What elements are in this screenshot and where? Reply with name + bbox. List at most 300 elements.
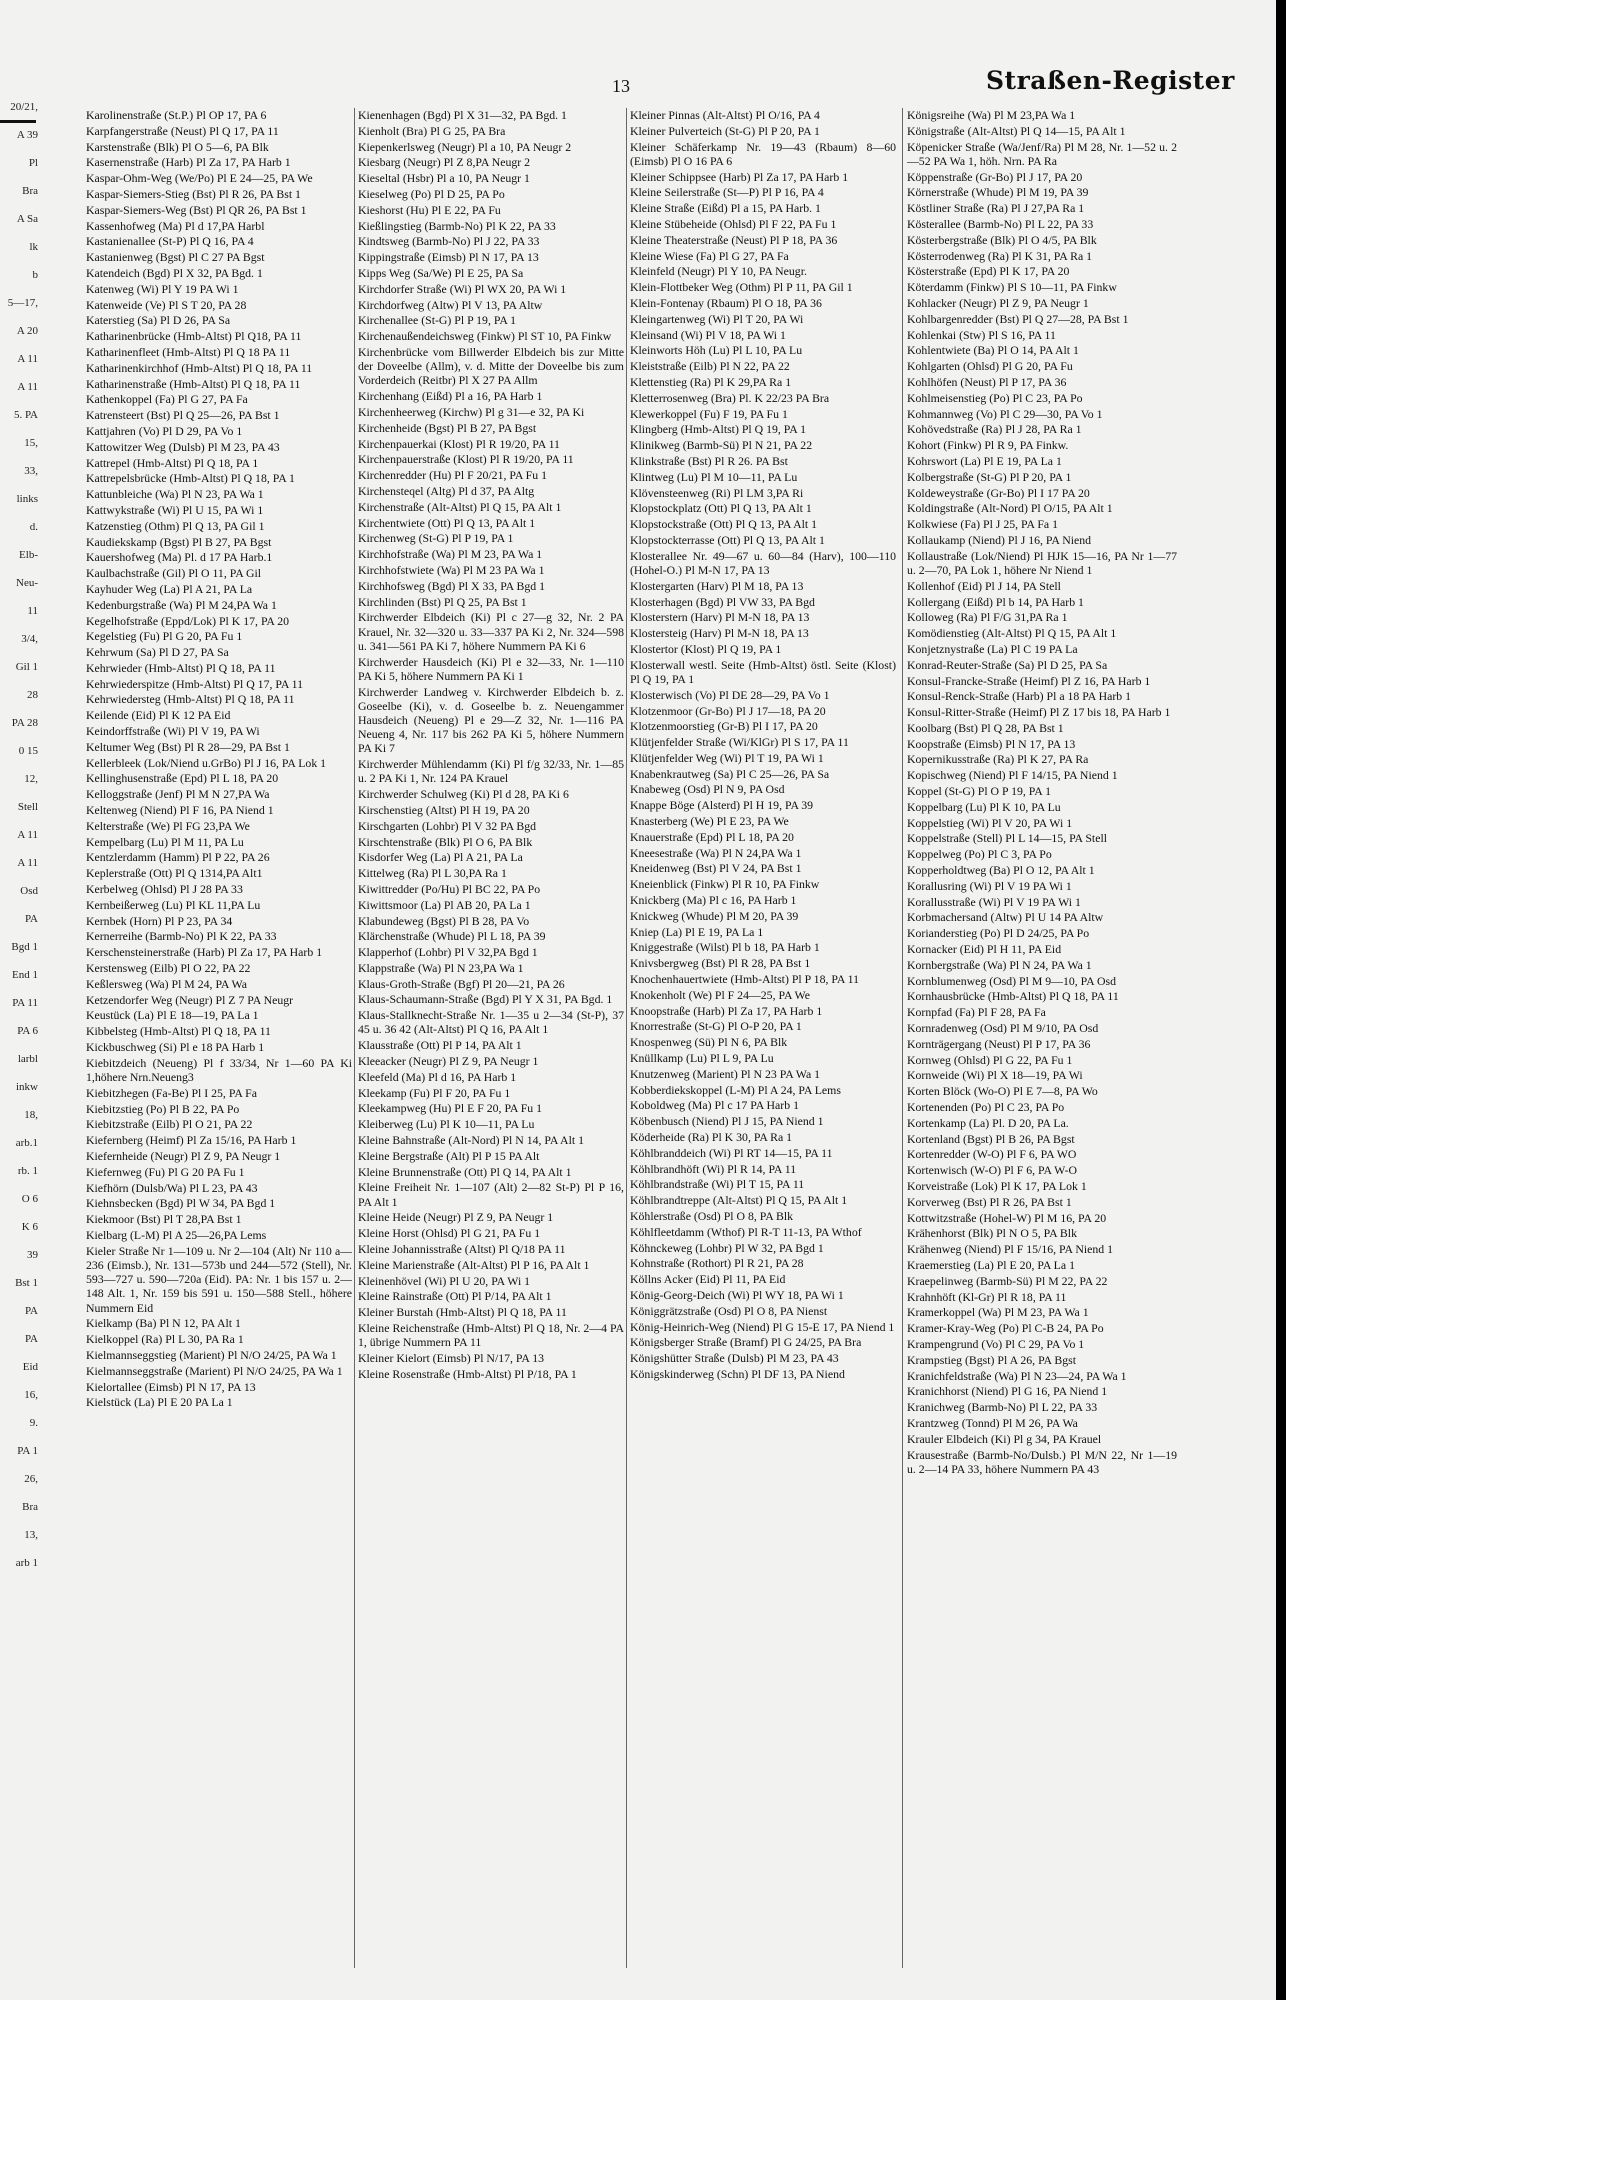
street-entry: Knospenweg (Sü) Pl N 6, PA Blk (630, 1035, 788, 1050)
street-entry: Kerschensteinerstraße (Harb) Pl Za 17, PA Harb 1 (86, 945, 323, 960)
street-entry: Koolbarg (Bst) Pl Q 28, PA Bst 1 (907, 720, 1064, 735)
street-entry: Kollergang (Eißd) Pl b 14, PA Harb 1 (907, 594, 1084, 609)
street-entry: Kelloggstraße (Jenf) Pl M N 27,PA Wa (86, 787, 270, 802)
street-entry: Kaulbachstraße (Gil) Pl O 11, PA Gil (86, 566, 262, 581)
street-entry: Klosterallee Nr. 49—67 u. 60—84 (Harv), 100—110 (Hohel-O.) Pl M-N 17, PA 13 (630, 548, 896, 577)
street-entry: Kohlgarten (Ohlsd) Pl G 20, PA Fu (907, 359, 1073, 374)
street-entry: Kösterstraße (Epd) Pl K 17, PA 20 (907, 264, 1070, 279)
street-entry: Kleinfeld (Neugr) Pl Y 10, PA Neugr. (630, 264, 807, 279)
street-entry: Kleine Seilerstraße (St—P) Pl P 16, PA 4 (630, 185, 824, 200)
street-entry: Keilende (Eid) Pl K 12 PA Eid (86, 708, 231, 723)
street-entry: Königshütter Straße (Dulsb) Pl M 23, PA 43 (630, 1351, 839, 1366)
street-entry: Körnerstraße (Whude) Pl M 19, PA 39 (907, 185, 1089, 200)
street-entry: Katenweg (Wi) Pl Y 19 PA Wi 1 (86, 281, 239, 296)
street-entry: Klaus-Groth-Straße (Bgf) Pl 20—21, PA 26 (358, 976, 565, 991)
street-entry: Kirchenredder (Hu) Pl F 20/21, PA Fu 1 (358, 468, 547, 483)
street-entry: Kleine Bahnstraße (Alt-Nord) Pl N 14, PA Alt 1 (358, 1133, 584, 1148)
street-entry: Katharinenstraße (Hmb-Altst) Pl Q 18, PA 11 (86, 376, 301, 391)
cropped-text-fragment: links (16, 493, 38, 505)
street-entry: Koppel (St-G) Pl O P 19, PA 1 (907, 784, 1051, 799)
street-entry: Kathenkoppel (Fa) Pl G 27, PA Fa (86, 392, 248, 407)
cropped-text-fragment: rb. 1 (17, 1165, 38, 1177)
street-entry: Königgrätzstraße (Osd) Pl O 8, PA Nienst (630, 1303, 828, 1318)
street-entry: Kirchenaußendeichsweg (Finkw) Pl ST 10, PA Finkw (358, 329, 612, 344)
street-entry: Koppelbarg (Lu) Pl K 10, PA Lu (907, 799, 1061, 814)
column-3 (630, 108, 896, 1968)
street-entry: Kleiner Schippsee (Harb) Pl Za 17, PA Harb 1 (630, 169, 849, 184)
street-entry: Knasterberg (We) Pl E 23, PA We (630, 814, 789, 829)
cropped-text-fragment: 11 (27, 605, 38, 617)
street-entry: Kehrwiedersteg (Hmb-Altst) Pl Q 18, PA 11 (86, 692, 295, 707)
street-entry: Kraemerstieg (La) Pl E 20, PA La 1 (907, 1257, 1075, 1272)
cropped-text-fragment: 3/4, (21, 633, 38, 645)
street-entry: Kirchenheide (Bgst) Pl B 27, PA Bgst (358, 420, 537, 435)
street-entry: Kirchenheerweg (Kirchw) Pl g 31—e 32, PA Ki (358, 404, 585, 419)
street-entry: Klotzenmoor (Gr-Bo) Pl J 17—18, PA 20 (630, 703, 826, 718)
street-entry: Kohlbargenredder (Bst) Pl Q 27—28, PA Bst 1 (907, 311, 1129, 326)
street-entry: Kernbek (Horn) Pl P 23, PA 34 (86, 913, 233, 928)
street-entry: Köstliner Straße (Ra) Pl J 27,PA Ra 1 (907, 201, 1085, 216)
street-entry: Klingberg (Hmb-Altst) Pl Q 19, PA 1 (630, 422, 806, 437)
street-entry: König-Georg-Deich (Wi) Pl WY 18, PA Wi 1 (630, 1287, 844, 1302)
street-entry: Konjetznystraße (La) Pl C 19 PA La (907, 641, 1078, 656)
street-entry: Kleinsand (Wi) Pl V 18, PA Wi 1 (630, 327, 786, 342)
street-entry: Kielortallee (Eimsb) Pl N 17, PA 13 (86, 1379, 256, 1394)
street-entry: Klintweg (Lu) Pl M 10—11, PA Lu (630, 469, 798, 484)
street-entry: Klewerkoppel (Fu) F 19, PA Fu 1 (630, 406, 788, 421)
street-entry: Kattjahren (Vo) Pl D 29, PA Vo 1 (86, 423, 243, 438)
street-entry: Kiebitzstraße (Eilb) Pl O 21, PA 22 (86, 1117, 253, 1132)
street-entry: Kösterbergstraße (Blk) Pl O 4/5, PA Blk (907, 232, 1097, 247)
street-entry: Knutzenweg (Marient) Pl N 23 PA Wa 1 (630, 1066, 821, 1081)
street-entry: Kirchenweg (St-G) Pl P 19, PA 1 (358, 531, 514, 546)
cropped-text-fragment: Bgd 1 (11, 941, 38, 953)
cropped-text-fragment: 28 (27, 689, 38, 701)
street-entry: Knüllkamp (Lu) Pl L 9, PA Lu (630, 1051, 774, 1066)
street-entry: Klaus-Schaumann-Straße (Bgd) Pl Y X 31, PA Bgd. 1 (358, 992, 613, 1007)
page-number: 13 (612, 76, 630, 96)
street-entry: Kortenland (Bgst) Pl B 26, PA Bgst (907, 1131, 1075, 1146)
cropped-text-fragment: PA 28 (11, 717, 38, 729)
street-entry: Kohort (Finkw) Pl R 9, PA Finkw. (907, 438, 1069, 453)
street-entry: Kleiner Pulverteich (St-G) Pl P 20, PA 1 (630, 123, 820, 138)
street-entry: Klärchenstraße (Whude) Pl L 18, PA 39 (358, 929, 546, 944)
street-entry: Klosterwisch (Vo) Pl DE 28—29, PA Vo 1 (630, 687, 830, 702)
street-entry: Krauler Elbdeich (Ki) Pl g 34, PA Krauel (907, 1431, 1102, 1446)
street-entry: Königsreihe (Wa) Pl M 23,PA Wa 1 (907, 108, 1076, 122)
street-entry: Kassenhofweg (Ma) Pl d 17,PA Harbl (86, 218, 265, 233)
street-entry: Koldingstraße (Alt-Nord) Pl O/15, PA Alt 1 (907, 501, 1113, 516)
street-entry: Klinikweg (Barmb-Sü) Pl N 21, PA 22 (630, 438, 813, 453)
street-entry: Klapperhof (Lohbr) Pl V 32,PA Bgd 1 (358, 945, 538, 960)
street-entry: Kirschenstieg (Altst) Pl H 19, PA 20 (358, 802, 530, 817)
street-entry: Klosterwall westl. Seite (Hmb-Altst) östl. Seite (Klost) Pl Q 19, PA 1 (630, 657, 896, 686)
street-entry: Kleine Johannisstraße (Altst) Pl Q/18 PA 11 (358, 1242, 566, 1257)
street-entry: Kiefhörn (Dulsb/Wa) Pl L 23, PA 43 (86, 1180, 258, 1195)
street-entry: Kohlhöfen (Neust) Pl P 17, PA 36 (907, 374, 1067, 389)
street-entry: Kleekampweg (Hu) Pl E F 20, PA Fu 1 (358, 1101, 543, 1116)
street-entry: Krampstieg (Bgst) Pl A 26, PA Bgst (907, 1352, 1077, 1367)
street-entry: Klosterstern (Harv) Pl M-N 18, PA 13 (630, 610, 810, 625)
cropped-text-fragment: A 11 (17, 829, 38, 841)
street-entry: Kortenredder (W-O) Pl F 6, PA WO (907, 1147, 1077, 1162)
street-entry: Kirchenhang (Eißd) Pl a 16, PA Harb 1 (358, 389, 543, 404)
street-entry: Klövensteenweg (Ri) Pl LM 3,PA Ri (630, 485, 804, 500)
street-entry: Kollaukamp (Niend) Pl J 16, PA Niend (907, 532, 1092, 547)
street-entry: Kattunbleiche (Wa) Pl N 23, PA Wa 1 (86, 487, 264, 502)
street-entry: Kopischweg (Niend) Pl F 14/15, PA Niend 1 (907, 768, 1118, 783)
street-entry: Köpenicker Straße (Wa/Jenf/Ra) Pl M 28, Nr. 1—52 u. 2—52 PA Wa 1, höh. Nrn. PA Ra (907, 139, 1177, 168)
street-entry: Kirchwerder Schulweg (Ki) Pl d 28, PA Ki 6 (358, 787, 569, 802)
street-entry: Kastanienallee (St-P) Pl Q 16, PA 4 (86, 234, 254, 249)
street-entry: Kiebitzhegen (Fa-Be) Pl I 25, PA Fa (86, 1085, 257, 1100)
street-entry: Kirchenpauerkai (Klost) Pl R 19/20, PA 11 (358, 436, 560, 451)
street-entry: Kleine Marienstraße (Alt-Altst) Pl P 16, PA Alt 1 (358, 1257, 590, 1272)
street-entry: Kirschtenstraße (Blk) Pl O 6, PA Blk (358, 834, 533, 849)
street-entry: Kirchentwiete (Ott) Pl Q 13, PA Alt 1 (358, 515, 536, 530)
cropped-text-fragment: PA 1 (17, 1445, 38, 1457)
cropped-text-fragment: 15, (24, 437, 38, 449)
street-entry: Kleiner Schäferkamp Nr. 19—43 (Rbaum) 8—60 (Eimsb) Pl O 16 PA 6 (630, 139, 896, 168)
street-entry: Kleeacker (Neugr) Pl Z 9, PA Neugr 1 (358, 1054, 539, 1069)
column-divider (354, 108, 355, 1968)
street-entry: Kirchwerder Landweg v. Kirchwerder Elbdeich b. z. Goseelbe (Ki), v. d. Goseelbe b. z. Neuengammer Hausdeich (Neueng) Pl e 29—Z 32, Nr. 1—116 PA Neueng 4, Nr. 117 bis 262 PA Ki 5, höhere Nummern PA Ki 7 (358, 684, 624, 756)
street-entry: Köppenstraße (Gr-Bo) Pl J 17, PA 20 (907, 169, 1083, 184)
street-entry: Kleine Horst (Ohlsd) Pl G 21, PA Fu 1 (358, 1226, 541, 1241)
street-entry: Klostergarten (Harv) Pl M 18, PA 13 (630, 578, 804, 593)
cropped-text-fragment: A 39 (16, 129, 38, 141)
street-entry: Kegelhofstraße (Eppd/Lok) Pl K 17, PA 20 (86, 613, 290, 628)
street-entry: Klein-Flottbeker Weg (Othm) Pl P 11, PA Gil 1 (630, 280, 853, 295)
cropped-text-fragment: Eid (22, 1361, 38, 1373)
cropped-text-fragment: A 11 (17, 381, 38, 393)
street-entry: Kaudiekskamp (Bgst) Pl B 27, PA Bgst (86, 534, 272, 549)
street-entry: Kickbuschweg (Si) Pl e 18 PA Harb 1 (86, 1040, 265, 1055)
street-entry: Kohnstraße (Rothort) Pl R 21, PA 28 (630, 1256, 804, 1271)
street-entry: Kollenhof (Eid) Pl J 14, PA Stell (907, 578, 1061, 593)
street-entry: Kornacker (Eid) Pl H 11, PA Eid (907, 942, 1062, 957)
street-entry: Katzenstieg (Othm) Pl Q 13, PA Gil 1 (86, 518, 265, 533)
street-entry: Köbenbusch (Niend) Pl J 15, PA Niend 1 (630, 1114, 824, 1129)
street-entry: Kirchlinden (Bst) Pl Q 25, PA Bst 1 (358, 594, 527, 609)
street-entry: Kleine Bergstraße (Alt) Pl P 15 PA Alt (358, 1148, 540, 1163)
street-entry: Kirchensteqel (Altg) Pl d 37, PA Altg (358, 483, 535, 498)
cropped-text-fragment: 26, (24, 1473, 38, 1485)
street-entry: Kranichfeldstraße (Wa) Pl N 23—24, PA Wa 1 (907, 1368, 1127, 1383)
street-entry: Kirchdorfweg (Altw) Pl V 13, PA Altw (358, 297, 543, 312)
street-entry: Keltenweg (Niend) Pl F 16, PA Niend 1 (86, 803, 274, 818)
cropped-text-fragment: PA (24, 913, 38, 925)
street-entry: Kisdorfer Weg (La) Pl A 21, PA La (358, 850, 523, 865)
street-entry: Kaspar-Ohm-Weg (We/Po) Pl E 24—25, PA We (86, 171, 313, 186)
street-entry: Kirchenstraße (Alt-Altst) Pl Q 15, PA Alt 1 (358, 499, 562, 514)
cropped-text-fragment: A 20 (16, 325, 38, 337)
street-entry: Kippingstraße (Eimsb) Pl N 17, PA 13 (358, 250, 539, 265)
cropped-text-fragment: PA (24, 1333, 38, 1345)
street-entry: Kniep (La) Pl E 19, PA La 1 (630, 924, 764, 939)
column-1 (86, 108, 352, 1968)
street-entry: Knabeweg (Osd) Pl N 9, PA Osd (630, 782, 785, 797)
street-entry: Karpfangerstraße (Neust) Pl Q 17, PA 11 (86, 123, 279, 138)
street-entry: Kranichweg (Barmb-No) Pl L 22, PA 33 (907, 1400, 1098, 1415)
cropped-text-fragment: Pl (28, 157, 38, 169)
street-entry: Kornpfad (Fa) Pl F 28, PA Fa (907, 1005, 1046, 1020)
street-entry: Kasernenstraße (Harb) Pl Za 17, PA Harb 1 (86, 155, 291, 170)
street-entry: Kortenenden (Po) Pl C 23, PA Po (907, 1100, 1065, 1115)
street-entry: Kolloweg (Ra) Pl F/G 31,PA Ra 1 (907, 610, 1068, 625)
street-entry: Kleine Brunnenstraße (Ott) Pl Q 14, PA Alt 1 (358, 1164, 572, 1179)
street-entry: Kiebitzdeich (Neueng) Pl f 33/34, Nr 1—60 PA Ki 1,höhere Nrn.Neueng3 (86, 1055, 352, 1085)
column-divider (902, 108, 903, 1968)
street-entry: Klotzenmoorstieg (Gr-B) Pl I 17, PA 20 (630, 719, 818, 734)
street-entry: Kiepenkerlsweg (Neugr) Pl a 10, PA Neugr 2 (358, 139, 572, 154)
street-entry: Kielmannseggstraße (Marient) Pl N/O 24/25, PA Wa 1 (86, 1363, 343, 1378)
street-entry: Kortenkamp (La) Pl. D 20, PA La. (907, 1115, 1069, 1130)
street-entry: Kielkamp (Ba) Pl N 12, PA Alt 1 (86, 1316, 241, 1331)
street-entry: Kellinghusenstraße (Epd) Pl L 18, PA 20 (86, 771, 279, 786)
street-entry: Königsberger Straße (Bramf) Pl G 24/25, PA Bra (630, 1335, 862, 1350)
street-entry: Kornträgergang (Neust) Pl P 17, PA 36 (907, 1036, 1091, 1051)
street-entry: Kittelweg (Ra) Pl L 30,PA Ra 1 (358, 866, 507, 881)
street-entry: Kastanienweg (Bgst) Pl C 27 PA Bgst (86, 250, 265, 265)
street-entry: Kleine Heide (Neugr) Pl Z 9, PA Neugr 1 (358, 1210, 554, 1225)
street-entry: Keustück (La) Pl E 18—19, PA La 1 (86, 1008, 259, 1023)
street-entry: Keßlersweg (Wa) Pl M 24, PA Wa (86, 976, 247, 991)
street-entry: Kellerbleek (Lok/Niend u.GrBo) Pl J 16, PA Lok 1 (86, 755, 327, 770)
street-entry: Knokenholt (We) Pl F 24—25, PA We (630, 987, 810, 1002)
street-entry: Klappstraße (Wa) Pl N 23,PA Wa 1 (358, 960, 524, 975)
street-entry: Knoopstraße (Harb) Pl Za 17, PA Harb 1 (630, 1003, 823, 1018)
street-entry: Katenweide (Ve) Pl S T 20, PA 28 (86, 297, 247, 312)
cropped-text-fragment: PA 6 (17, 1025, 38, 1037)
street-entry: Kniggestraße (Wilst) Pl b 18, PA Harb 1 (630, 940, 820, 955)
street-entry: Katharinenfleet (Hmb-Altst) Pl Q 18 PA 11 (86, 344, 291, 359)
street-entry: Konrad-Reuter-Straße (Sa) Pl D 25, PA Sa (907, 657, 1108, 672)
street-entry: Kielmannseggstieg (Marient) Pl N/O 24/25, PA Wa 1 (86, 1347, 337, 1362)
street-entry: Klinkstraße (Bst) Pl R 26. PA Bst (630, 453, 788, 468)
street-entry: Klein-Fontenay (Rbaum) Pl O 18, PA 36 (630, 295, 822, 310)
street-entry: Kneesestraße (Wa) Pl N 24,PA Wa 1 (630, 845, 802, 860)
street-entry: Kleefeld (Ma) Pl d 16, PA Harb 1 (358, 1069, 517, 1084)
street-entry: Kranichhorst (Niend) Pl G 16, PA Niend 1 (907, 1384, 1108, 1399)
cropped-text-fragment: larbl (17, 1053, 38, 1065)
cropped-text-fragment: A 11 (17, 353, 38, 365)
street-entry: Kirchhofsweg (Bgd) Pl X 33, PA Bgd 1 (358, 578, 546, 593)
street-entry: Kirchenpauerstraße (Klost) Pl R 19/20, PA 11 (358, 452, 574, 467)
street-entry: Kattrepel (Hmb-Altst) Pl Q 18, PA 1 (86, 455, 259, 470)
street-entry: Karolinenstraße (St.P.) Pl OP 17, PA 6 (86, 108, 267, 122)
street-entry: Kösterrodenweg (Ra) Pl K 31, PA Ra 1 (907, 248, 1093, 263)
cropped-text-fragment: A 11 (17, 857, 38, 869)
street-entry: Klostersteig (Harv) Pl M-N 18, PA 13 (630, 626, 809, 641)
street-entry: König-Heinrich-Weg (Niend) Pl G 15-E 17, PA Niend 1 (630, 1319, 895, 1334)
previous-page-strip (0, 60, 40, 1960)
street-entry: Kornbergstraße (Wa) Pl N 24, PA Wa 1 (907, 957, 1092, 972)
street-entry: Katrensteert (Bst) Pl Q 25—26, PA Bst 1 (86, 408, 280, 423)
street-entry: Kramer-Kray-Weg (Po) Pl C-B 24, PA Po (907, 1321, 1104, 1336)
street-entry: Köhlbrandstraße (Wi) Pl T 15, PA 11 (630, 1177, 805, 1192)
street-entry: Korten Blöck (Wo-O) Pl E 7—8, PA Wo (907, 1084, 1098, 1099)
street-entry: Klostertor (Klost) Pl Q 19, PA 1 (630, 641, 782, 656)
cropped-text-fragment: Neu- (16, 577, 38, 589)
cropped-text-fragment: Bst 1 (15, 1277, 38, 1289)
street-entry: Kohmannweg (Vo) Pl C 29—30, PA Vo 1 (907, 406, 1103, 421)
street-entry: Kelterstraße (We) Pl FG 23,PA We (86, 818, 250, 833)
street-entry: Kohövedstraße (Ra) Pl J 28, PA Ra 1 (907, 422, 1082, 437)
street-entry: Klütjenfelder Straße (Wi/KlGr) Pl S 17, PA 11 (630, 735, 849, 750)
street-entry: Kieselweg (Po) Pl D 25, PA Po (358, 186, 505, 201)
street-entry: Keindorffstraße (Wi) Pl V 19, PA Wi (86, 724, 260, 739)
street-entry: Korianderstieg (Po) Pl D 24/25, PA Po (907, 926, 1090, 941)
street-entry: Komödienstieg (Alt-Altst) Pl Q 15, PA Alt 1 (907, 626, 1117, 641)
street-entry: Konsul-Ritter-Straße (Heimf) Pl Z 17 bis 18, PA Harb 1 (907, 705, 1171, 720)
street-entry: Kornweg (Ohlsd) Pl G 22, PA Fu 1 (907, 1052, 1073, 1067)
page-border (1276, 0, 1286, 2000)
street-entry: Kerbelweg (Ohlsd) Pl J 28 PA 33 (86, 882, 243, 897)
street-entry: Koppelstieg (Wi) Pl V 20, PA Wi 1 (907, 815, 1073, 830)
street-entry: Kolkwiese (Fa) Pl J 25, PA Fa 1 (907, 517, 1058, 532)
cropped-text-fragment: 5—17, (7, 297, 38, 309)
street-entry: Klopstockstraße (Ott) Pl Q 13, PA Alt 1 (630, 517, 818, 532)
cropped-text-fragment: 33, (24, 465, 38, 477)
cropped-text-fragment: arb.1 (15, 1137, 38, 1149)
street-entry: Ketzendorfer Weg (Neugr) Pl Z 7 PA Neugr (86, 992, 294, 1007)
cropped-text-fragment: 39 (27, 1249, 38, 1261)
street-entry: Knorrestraße (St-G) Pl O-P 20, PA 1 (630, 1019, 802, 1034)
street-entry: Köderheide (Ra) Pl K 30, PA Ra 1 (630, 1130, 793, 1145)
street-entry: Knochenhauertwiete (Hmb-Altst) Pl P 18, PA 11 (630, 972, 860, 987)
cropped-text-fragment: Elb- (19, 549, 38, 561)
cropped-text-fragment: 16, (24, 1389, 38, 1401)
street-entry: Krantzweg (Tonnd) Pl M 26, PA Wa (907, 1415, 1078, 1430)
street-entry: Klopstockterrasse (Ott) Pl Q 13, PA Alt 1 (630, 532, 825, 547)
street-entry: Keltumer Weg (Bst) Pl R 28—29, PA Bst 1 (86, 739, 290, 754)
cropped-text-fragment: Bra (22, 1501, 38, 1513)
cropped-text-fragment: PA (24, 1305, 38, 1317)
street-entry: Kohlacker (Neugr) Pl Z 9, PA Neugr 1 (907, 295, 1089, 310)
street-entry: Kiwittredder (Po/Hu) Pl BC 22, PA Po (358, 881, 541, 896)
street-entry: Kiefernweg (Fu) Pl G 20 PA Fu 1 (86, 1164, 245, 1179)
street-entry: Katharinenkirchhof (Hmb-Altst) Pl Q 18, PA 11 (86, 360, 313, 375)
register-title: Straßen-Register (986, 66, 1235, 95)
street-entry: Kiehnsbecken (Bgd) Pl W 34, PA Bgd 1 (86, 1196, 276, 1211)
cropped-text-fragment: PA 11 (12, 997, 38, 1009)
street-entry: Köhlbrandtreppe (Alt-Altst) Pl Q 15, PA Alt 1 (630, 1193, 848, 1208)
street-entry: Köllns Acker (Eid) Pl 11, PA Eid (630, 1272, 786, 1287)
street-entry: Kleiststraße (Eilb) Pl N 22, PA 22 (630, 359, 790, 374)
street-entry: Kiefernheide (Neugr) Pl Z 9, PA Neugr 1 (86, 1149, 281, 1163)
street-entry: Kleine Reichenstraße (Hmb-Altst) Pl Q 18, Nr. 2—4 PA 1, übrige Nummern PA 11 (358, 1321, 624, 1350)
street-entry: Korallusring (Wi) Pl V 19 PA Wi 1 (907, 878, 1072, 893)
street-entry: Kernbeißerweg (Lu) Pl KL 11,PA Lu (86, 897, 261, 912)
street-entry: Kornblumenweg (Osd) Pl M 9—10, PA Osd (907, 973, 1116, 988)
street-entry: Kleine Stübeheide (Ohlsd) Pl F 22, PA Fu 1 (630, 216, 837, 231)
column-4 (907, 108, 1177, 1968)
street-entry: Knabenkrautweg (Sa) Pl C 25—26, PA Sa (630, 766, 830, 781)
street-entry: Kornweide (Wi) Pl X 18—19, PA Wi (907, 1068, 1083, 1083)
street-entry: Korveistraße (Lok) Pl K 17, PA Lok 1 (907, 1179, 1087, 1193)
street-entry: Kieshorst (Hu) Pl E 22, PA Fu (358, 202, 501, 217)
street-entry: Kleiner Burstah (Hmb-Altst) Pl Q 18, PA 11 (358, 1305, 567, 1320)
cropped-text-fragment: A Sa (16, 213, 38, 225)
street-entry: Kieler Straße Nr 1—109 u. Nr 2—104 (Alt) Nr 110 a—236 (Eimsb.), Nr. 131—573b und 244—572 (Stell), Nr. 593—727 u. 590—720a (Eid). PA: Nr. 1 bis 157 u. 2—148 Alt. 1, Nr. 159 bis 591 u. 150—588 Stell., höhere Nummern Eid (86, 1243, 352, 1315)
page-edge-line (0, 120, 36, 123)
street-entry: Karstenstraße (Blk) Pl O 5—6, PA Blk (86, 139, 269, 154)
street-entry: Kirchhofstraße (Wa) Pl M 23, PA Wa 1 (358, 547, 543, 562)
street-entry: Kohlmeisenstieg (Po) Pl C 23, PA Po (907, 390, 1083, 405)
street-entry: Kattrepelsbrücke (Hmb-Altst) Pl Q 18, PA 1 (86, 471, 295, 486)
street-entry: Koppelweg (Po) Pl C 3, PA Po (907, 847, 1052, 862)
street-entry: Krampengrund (Vo) Pl C 29, PA Vo 1 (907, 1336, 1085, 1351)
street-entry: Konsul-Renck-Straße (Harb) Pl a 18 PA Harb 1 (907, 689, 1131, 704)
cropped-text-fragment: End 1 (12, 969, 38, 981)
street-entry: Kauershofweg (Ma) Pl. d 17 PA Harb.1 (86, 550, 273, 565)
street-entry: Köhlerstraße (Osd) Pl O 8, PA Blk (630, 1209, 794, 1223)
street-entry: Kienenhagen (Bgd) Pl X 31—32, PA Bgd. 1 (358, 108, 567, 122)
street-entry: Krähenhorst (Blk) Pl N O 5, PA Blk (907, 1226, 1077, 1241)
street-entry: Kneidenweg (Bst) Pl V 24, PA Bst 1 (630, 861, 802, 876)
cropped-text-fragment: lk (29, 241, 38, 253)
street-entry: Kegelstieg (Fu) Pl G 20, PA Fu 1 (86, 629, 243, 644)
street-entry: Kleekamp (Fu) Pl F 20, PA Fu 1 (358, 1085, 511, 1100)
street-entry: Kernerreihe (Barmb-No) Pl K 22, PA 33 (86, 929, 277, 944)
street-entry: Kobberdiekskoppel (L-M) Pl A 24, PA Lems (630, 1082, 841, 1097)
street-entry: Kieseltal (Hsbr) Pl a 10, PA Neugr 1 (358, 171, 530, 186)
cropped-text-fragment: Osd (20, 885, 38, 897)
street-entry: Kleine Rainstraße (Ott) Pl P/14, PA Alt 1 (358, 1289, 552, 1304)
street-entry: Klosterhagen (Bgd) Pl VW 33, PA Bgd (630, 594, 815, 609)
street-entry: Klopstockplatz (Ott) Pl Q 13, PA Alt 1 (630, 501, 812, 516)
street-entry: Kirchenbrücke vom Billwerder Elbdeich bis zur Mitte der Doveelbe (Allm), v. d. Mitte der Doveelbe bis zum Vorderdeich (Reitbr) Pl X 27 PA Allm (358, 344, 624, 388)
street-entry: Kleiner Pinnas (Alt-Altst) Pl O/16, PA 4 (630, 108, 820, 122)
street-entry: Kehrwieder (Hmb-Altst) Pl Q 18, PA 11 (86, 660, 276, 675)
street-entry: Kießlingstieg (Barmb-No) Pl K 22, PA 33 (358, 218, 556, 233)
street-entry: Kiekmoor (Bst) Pl T 28,PA Bst 1 (86, 1212, 242, 1227)
cropped-text-fragment: 5. PA (13, 409, 38, 421)
street-entry: Kohlenkai (Stw) Pl S 16, PA 11 (907, 327, 1056, 342)
column-divider (626, 108, 627, 1968)
street-entry: Kindtsweg (Barmb-No) Pl J 22, PA 33 (358, 234, 540, 249)
street-entry: Korbmachersand (Altw) Pl U 14 PA Altw (907, 910, 1104, 925)
street-entry: Korverweg (Bst) Pl R 26, PA Bst 1 (907, 1194, 1072, 1209)
street-entry: Kleine Wiese (Fa) Pl G 27, PA Fa (630, 248, 789, 263)
street-entry: Klaus-Stallknecht-Straße Nr. 1—35 u 2—34 (St-P), 37 45 u. 36 42 (Alt-Altst) Pl Q 16, PA Alt 1 (358, 1008, 624, 1037)
street-entry: Kortenwisch (W-O) Pl F 6, PA W-O (907, 1163, 1078, 1178)
cropped-text-fragment: d. (29, 521, 38, 533)
street-entry: Kirchenallee (St-G) Pl P 19, PA 1 (358, 313, 517, 328)
street-entry: Keplerstraße (Ott) Pl Q 1314,PA Alt1 (86, 866, 263, 881)
street-entry: Koldeweystraße (Gr-Bo) Pl I 17 PA 20 (907, 485, 1090, 500)
street-entry: Kleine Theaterstraße (Neust) Pl P 18, PA 36 (630, 232, 838, 247)
street-entry: Kirchhofstwiete (Wa) Pl M 23 PA Wa 1 (358, 562, 545, 577)
street-entry: Kielkoppel (Ra) Pl L 30, PA Ra 1 (86, 1332, 244, 1347)
street-entry: Krahnhöft (Kl-Gr) Pl R 18, PA 11 (907, 1289, 1067, 1304)
cropped-text-fragment: 12, (24, 773, 38, 785)
street-entry: Köhlfleetdamm (Wthof) Pl R-T 11-13, PA Wthof (630, 1224, 862, 1239)
cropped-text-fragment: 0 15 (18, 745, 38, 757)
street-entry: Kramerkoppel (Wa) Pl M 23, PA Wa 1 (907, 1305, 1089, 1320)
cropped-text-fragment: Bra (22, 185, 38, 197)
street-entry: Klausstraße (Ott) Pl P 14, PA Alt 1 (358, 1038, 522, 1053)
cropped-text-fragment: 20/21, (10, 101, 38, 113)
street-entry: Kornhausbrücke (Hmb-Altst) Pl Q 18, PA 11 (907, 989, 1119, 1004)
street-entry: Kleine Straße (Eißd) Pl a 15, PA Harb. 1 (630, 201, 821, 216)
street-entry: Kollaustraße (Lok/Niend) Pl HJK 15—16, PA Nr 1—77 u. 2—70, PA Lok 1, höhere Nr Niend 1 (907, 548, 1177, 577)
street-entry: Konsul-Francke-Straße (Heimf) Pl Z 16, PA Harb 1 (907, 673, 1151, 688)
street-entry: Kirchwerder Elbdeich (Ki) Pl c 27—g 32, Nr. 2 PA Krauel, Nr. 32—320 u. 33—337 PA Ki 2, Nr. 324—598 u. 341—561 PA Ki 7, höhere Nummern PA Ki 6 (358, 610, 624, 653)
street-entry: Kirschgarten (Lohbr) Pl V 32 PA Bgd (358, 818, 537, 833)
cropped-text-fragment: Stell (17, 801, 38, 813)
